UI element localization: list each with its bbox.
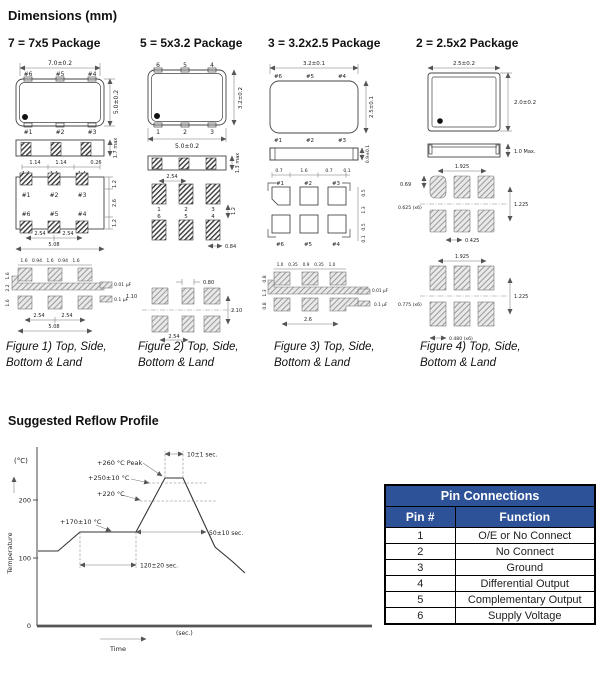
pin-col-header: Pin # (385, 507, 455, 528)
pin-number: 2 (385, 544, 455, 560)
caption-line: Figure 2) Top, Side, (138, 341, 239, 353)
pin-label: #2 (303, 181, 313, 187)
package-heading-7x5: 7 = 7x5 Package (8, 36, 101, 50)
y-tick-100: 100 (18, 554, 31, 563)
table-row (385, 544, 595, 560)
pin-label: #5 (305, 74, 315, 80)
dim-label: 1.6 (6, 272, 11, 280)
fig1-land-pattern (5, 258, 132, 331)
caption-line: Bottom & Land (420, 357, 497, 369)
table-row (385, 576, 595, 592)
dim-label: 0.9 (302, 263, 310, 268)
pin1-indicator-dot (22, 114, 28, 120)
dim-label: 2.54 (62, 231, 74, 237)
pin-number: 1 (385, 528, 455, 544)
pin-function: Supply Voltage (455, 608, 595, 625)
pin-label: 5 (183, 62, 187, 69)
pin-label: 4 (211, 214, 215, 220)
pin-label: 2 (184, 207, 188, 213)
dim-label: 1.10 (126, 294, 138, 300)
dim-label: 1.3 (362, 206, 367, 214)
pin-label: 1 (156, 129, 160, 136)
peak-temp-label: +260 °C Peak (97, 459, 143, 467)
caption-line: Figure 4) Top, Side, (420, 341, 521, 353)
dim-label: 1.3 (263, 289, 268, 297)
dim-label: 1.7 max (113, 137, 119, 159)
pin-number: 6 (385, 608, 455, 625)
pin-label: #1 (23, 129, 33, 136)
fig1-top-view (16, 60, 120, 136)
dim-label: 0.9±0.1 (366, 144, 371, 164)
pin-label: #4 (337, 74, 347, 80)
capacitor-label: 0.01 µF (114, 283, 132, 288)
dim-label: 1.0 Max. (514, 149, 536, 155)
dim-label: 1.0 (328, 263, 336, 268)
fig4-top-view (428, 61, 536, 131)
fig3-land-pattern (262, 262, 389, 324)
pin-label: 4 (210, 62, 214, 69)
dim-label: 1.0 (276, 263, 284, 268)
dim-label: 5.0±0.2 (113, 89, 120, 115)
dim-label: 0.1 (343, 169, 351, 174)
pin-function: Ground (455, 560, 595, 576)
fig2-land-pattern (126, 279, 242, 340)
table-row (385, 528, 595, 544)
dim-label: 0.5 (362, 223, 367, 231)
fig2-top-view (148, 62, 244, 150)
dim-label: 0.1 (362, 235, 367, 243)
dim-label: 0.5 (362, 189, 367, 197)
dim-label: 2.54 (33, 313, 45, 319)
page-title: Dimensions (mm) (8, 8, 118, 23)
table-row (385, 592, 595, 608)
pin-function: O/E or No Connect (455, 528, 595, 544)
dim-label: 3.2±0.2 (238, 86, 244, 110)
dim-label: 2.54 (61, 313, 73, 319)
dim-label: 0.625 (x6) (398, 206, 422, 211)
pin-number: 5 (385, 592, 455, 608)
dim-label: 0.80 (203, 280, 215, 286)
dim-label: 7.0±0.2 (47, 60, 73, 67)
dim-label: 1.2 (112, 219, 118, 227)
fig3-side-view (270, 145, 371, 164)
dim-label: 1.3 max (235, 152, 241, 174)
dim-label: 2.54 (168, 334, 180, 340)
temp-250-label: +250±10 °C (88, 474, 130, 482)
figure3-caption (274, 339, 404, 371)
capacitor-label: 0.1 µF (114, 298, 129, 303)
pin-label: 6 (156, 62, 160, 69)
pin-label: #4 (331, 242, 341, 248)
figure1-drawing (4, 58, 136, 350)
function-col-header: Function (455, 507, 595, 528)
figure4-drawing (398, 58, 550, 350)
dim-label: 1.6 (300, 169, 308, 174)
dim-label: 0.35 (314, 263, 324, 268)
dim-label: 0.26 (90, 160, 102, 166)
x-axis-label: Time (110, 645, 126, 653)
package-heading-3-2x2-5: 3 = 3.2x2.5 Package (268, 36, 381, 50)
pin-label: #1 (21, 192, 31, 199)
capacitor-label: 0.1 µF (374, 303, 388, 308)
dim-label: 2.6 (112, 199, 118, 207)
pin-label: #5 (55, 71, 65, 78)
caption-line: Bottom & Land (138, 357, 215, 369)
dim-label: 1.14 (29, 160, 41, 166)
dim-label: 0.35 (288, 263, 298, 268)
package-heading-5x3-2: 5 = 5x3.2 Package (140, 36, 243, 50)
pin-label: #6 (273, 74, 283, 80)
y-axis-label: Temperature (6, 532, 14, 574)
dim-label: 0.480 (x6) (449, 337, 473, 342)
pin-label: #1 (273, 138, 283, 144)
y-axis-unit: (°C) (14, 457, 28, 465)
table-row (385, 608, 595, 625)
time-above-label: 50±10 sec. (209, 530, 244, 537)
fig2-bottom-view (152, 174, 237, 250)
pin-label: #3 (87, 129, 97, 136)
pin1-indicator-dot (154, 113, 160, 119)
pin-function: Differential Output (455, 576, 595, 592)
fig2-side-view (148, 153, 241, 173)
y-tick-200: 200 (18, 496, 31, 505)
pin-label: #2 (305, 138, 315, 144)
pin1-indicator-dot (437, 118, 443, 124)
dim-label: 0.69 (400, 182, 412, 188)
dim-label: 1.6 (72, 259, 80, 264)
pin-label: #6 (275, 242, 285, 248)
dim-label: 2.54 (34, 231, 46, 237)
dim-label: 5.08 (48, 242, 60, 248)
table-row (385, 560, 595, 576)
pin-label: #3 (77, 192, 87, 199)
dim-label: 2.5±0.2 (452, 61, 476, 67)
pin-table-title: Pin Connections (385, 485, 595, 507)
fig1-side-view (16, 138, 119, 158)
figure4-caption (420, 339, 550, 371)
dim-label: 1.925 (454, 254, 470, 260)
pin-label: #6 (21, 211, 31, 218)
pin-label: 6 (157, 214, 161, 220)
dim-label: 0.8 (263, 275, 268, 283)
pin-function: Complementary Output (455, 592, 595, 608)
dim-label: 2.6 (304, 317, 312, 323)
fig4-bottom-view (398, 164, 528, 244)
pin-label: 1 (157, 207, 161, 213)
dim-label: 1.14 (55, 160, 67, 166)
dim-label: 2.54 (166, 174, 178, 180)
temp-220-label: +220 °C (97, 490, 125, 498)
y-tick-0: 0 (26, 622, 31, 630)
caption-line: Bottom & Land (6, 357, 83, 369)
pin-label: #3 (337, 138, 347, 144)
preheat-duration-label: 120±20 sec. (140, 562, 179, 570)
dim-label: 1.925 (454, 164, 470, 170)
pin-label: 3 (211, 207, 215, 213)
pin-label: #3 (331, 181, 341, 187)
figure2-drawing (126, 58, 258, 350)
pin-label: #4 (87, 71, 97, 78)
fig3-top-view (270, 61, 375, 144)
dim-label: 1.2 (231, 207, 237, 215)
peak-duration-label: 10±1 sec. (187, 451, 218, 459)
figure3-drawing (262, 58, 396, 350)
pin-label: 3 (210, 129, 214, 136)
dim-label: 2.10 (231, 308, 243, 314)
fig1-bottom-view (16, 160, 118, 249)
capacitor-label: 0.01 µF (372, 289, 389, 294)
pin-label: #1 (275, 181, 285, 187)
x-axis-unit: (sec.) (176, 630, 193, 637)
dim-label: 0.425 (465, 238, 480, 244)
figure1-caption (6, 339, 136, 371)
caption-line: Figure 3) Top, Side, (274, 341, 375, 353)
dim-label: 1.225 (514, 294, 529, 300)
pin-number: 4 (385, 576, 455, 592)
dim-label: 0.7 (275, 169, 283, 174)
dim-label: 1.2 (112, 180, 118, 188)
dim-label: 0.775 (x6) (398, 303, 422, 308)
caption-line: Bottom & Land (274, 357, 351, 369)
fig3-bottom-view (268, 168, 367, 248)
pin1-chamfered-pad (272, 187, 290, 205)
reflow-chart (0, 435, 398, 675)
pin-label: #4 (77, 211, 87, 218)
dim-label: 2.0±0.2 (514, 100, 537, 106)
package-heading-2-5x2: 2 = 2.5x2 Package (416, 36, 519, 50)
pin-label: #5 (49, 211, 59, 218)
pin-label: #6 (23, 71, 33, 78)
dim-label: 2.5±0.1 (369, 95, 375, 119)
dim-label: 1.225 (514, 202, 529, 208)
dim-label: 2.2 (6, 284, 11, 292)
pin-label: 5 (184, 214, 188, 220)
pin-label: 2 (183, 129, 187, 136)
fig4-side-view (428, 144, 536, 157)
temp-170-label: +170±10 °C (60, 518, 102, 526)
dim-label: 5.08 (48, 324, 60, 330)
dim-label: 3.2±0.1 (302, 61, 326, 67)
pin-label: #2 (55, 129, 65, 136)
figure2-caption (138, 339, 268, 371)
dim-label: 1.6 (6, 299, 11, 307)
dim-label: 1.6 (46, 259, 54, 264)
dim-label: 0.94 (31, 259, 43, 264)
pin-label: #2 (49, 192, 59, 199)
dim-label: 0.84 (225, 244, 237, 250)
dim-label: 0.8 (263, 302, 268, 310)
dim-label: 0.7 (325, 169, 333, 174)
reflow-profile-title: Suggested Reflow Profile (8, 414, 159, 428)
pin-connections-table (384, 484, 596, 625)
dim-label: 1.6 (20, 259, 28, 264)
dim-label: 0.94 (57, 259, 69, 264)
caption-line: Figure 1) Top, Side, (6, 341, 107, 353)
pin-label: #5 (303, 242, 313, 248)
fig4-land-pattern (398, 254, 528, 342)
pin-function: No Connect (455, 544, 595, 560)
dim-label: 5.0±0.2 (174, 143, 200, 150)
pin-number: 3 (385, 560, 455, 576)
